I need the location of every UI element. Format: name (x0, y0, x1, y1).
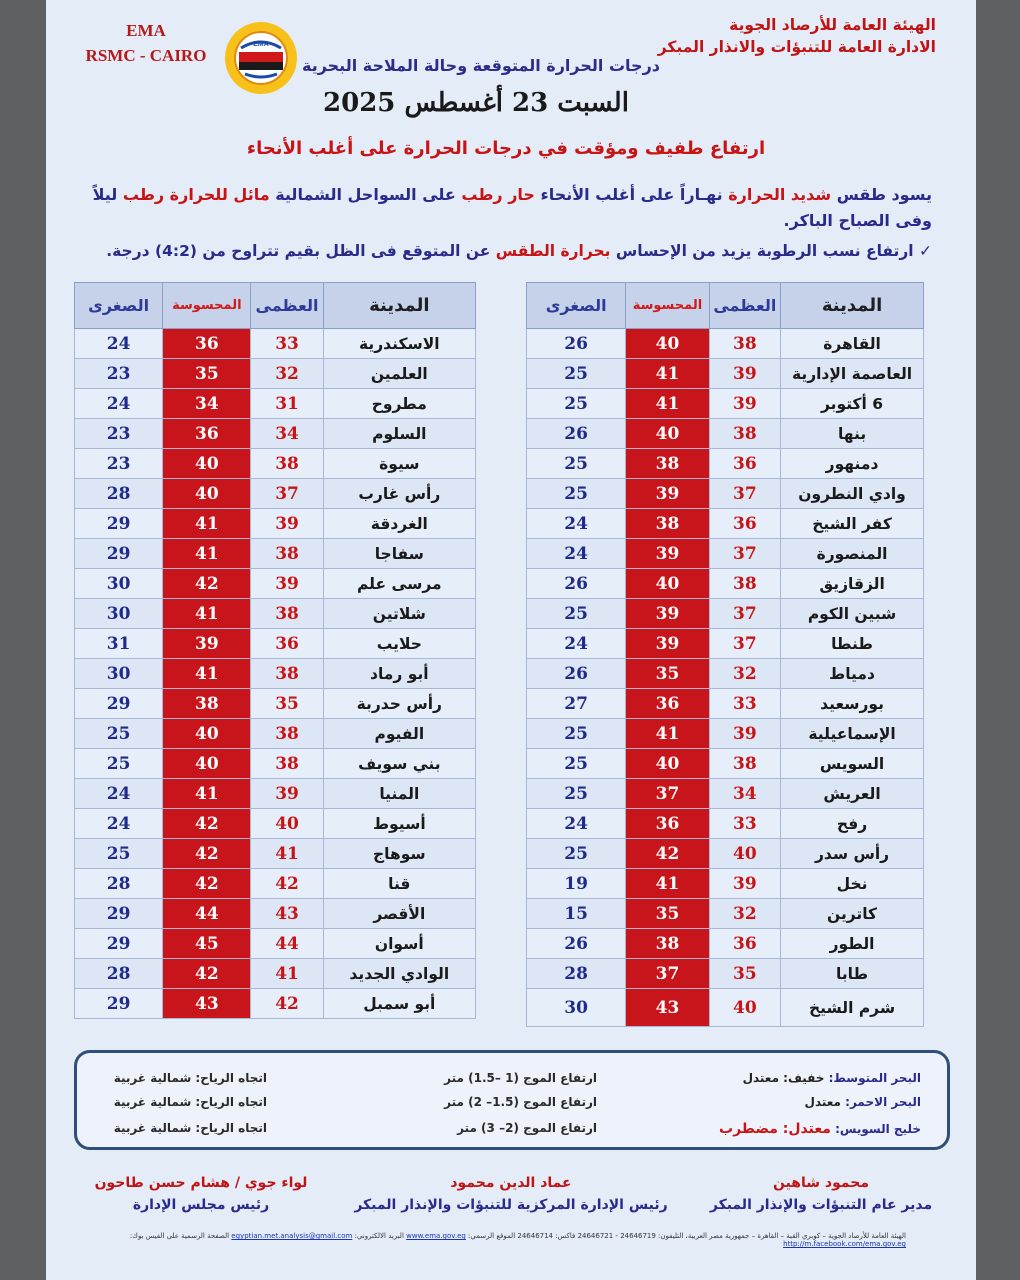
cell-max: 37 (251, 479, 323, 509)
cell-min: 29 (75, 929, 163, 959)
table-row (75, 569, 476, 599)
cell-min: 25 (527, 779, 626, 809)
cell-city: بني سويف (323, 749, 475, 779)
header-city: المدينة (781, 283, 924, 329)
cell-feel: 38 (163, 689, 251, 719)
footer-contact: الهيئة العامة للأرصاد الجوية – كوبري القبة – القاهرة – جمهورية مصر العربية، التليفون: 24646719 - 24646721 فاكس: 24646714 الموقع الرسمي: www.ema.gov.eg البريد الالكتروني: egyptian.met.analysis@gmail.com الصفحة الرسمية على الفيس بوك: http://m.facebook.com/ema.gov.eg (129, 1232, 906, 1248)
cell-min: 25 (527, 839, 626, 869)
cell-city: السويس (781, 749, 924, 779)
cell-feel: 41 (626, 869, 709, 899)
headline: ارتفاع طفيف ومؤقت في درجات الحرارة على أغلب الأنحاء (246, 138, 766, 159)
cell-max: 37 (709, 479, 780, 509)
table-row (75, 929, 476, 959)
table-row (75, 389, 476, 419)
ema-text: EMA (126, 21, 166, 40)
org-line-2: الادارة العامة للتنبؤات والانذار المبكر (657, 38, 936, 56)
cell-feel: 39 (626, 539, 709, 569)
ema-label (76, 18, 216, 68)
cell-min: 25 (75, 839, 163, 869)
cell-max: 34 (709, 779, 780, 809)
table-row (527, 449, 924, 479)
table-row (75, 719, 476, 749)
cell-max: 39 (251, 779, 323, 809)
cell-city: أسوان (323, 929, 475, 959)
cell-feel: 40 (163, 449, 251, 479)
cell-feel: 36 (626, 689, 709, 719)
cell-city: نخل (781, 869, 924, 899)
cell-min: 26 (527, 659, 626, 689)
table-row (75, 989, 476, 1019)
table-row (75, 329, 476, 359)
cell-city: كفر الشيخ (781, 509, 924, 539)
cell-city: رأس حدربة (323, 689, 475, 719)
table-row (527, 389, 924, 419)
cell-min: 29 (75, 899, 163, 929)
table-row (75, 539, 476, 569)
cell-min: 29 (75, 509, 163, 539)
cell-feel: 41 (626, 719, 709, 749)
table-row (527, 779, 924, 809)
cell-feel: 42 (163, 839, 251, 869)
cell-max: 38 (709, 329, 780, 359)
table-header-row (75, 283, 476, 329)
cell-city: كاترين (781, 899, 924, 929)
cell-max: 40 (709, 839, 780, 869)
cell-city: المنصورة (781, 539, 924, 569)
table-row (75, 809, 476, 839)
cell-city: الإسماعيلية (781, 719, 924, 749)
cell-feel: 42 (626, 839, 709, 869)
cell-min: 24 (527, 509, 626, 539)
cell-feel: 41 (163, 509, 251, 539)
cell-max: 36 (709, 449, 780, 479)
cell-feel: 42 (163, 809, 251, 839)
cell-feel: 40 (626, 569, 709, 599)
table-row (527, 869, 924, 899)
cell-city: بنها (781, 419, 924, 449)
cell-max: 41 (251, 959, 323, 989)
cell-city: الغردقة (323, 509, 475, 539)
cell-feel: 38 (626, 449, 709, 479)
header-city: المدينة (323, 283, 475, 329)
cell-city: سوهاج (323, 839, 475, 869)
cell-city: شلاتين (323, 599, 475, 629)
cell-max: 36 (709, 509, 780, 539)
table-row (75, 959, 476, 989)
cell-min: 25 (527, 749, 626, 779)
cell-feel: 42 (163, 569, 251, 599)
cell-feel: 43 (163, 989, 251, 1019)
cell-min: 23 (75, 359, 163, 389)
table-row (75, 359, 476, 389)
table-row (527, 419, 924, 449)
table-body (75, 329, 476, 1019)
cell-min: 29 (75, 689, 163, 719)
table-row (527, 359, 924, 389)
cell-city: الفيوم (323, 719, 475, 749)
cell-city: الوادي الجديد (323, 959, 475, 989)
bulletin-date: السبت 23 أغسطس 2025 (323, 88, 629, 118)
cell-city: رأس سدر (781, 839, 924, 869)
cell-feel: 39 (626, 599, 709, 629)
header-min: الصغرى (75, 283, 163, 329)
cell-min: 29 (75, 989, 163, 1019)
org-line-1: الهيئة العامة للأرصاد الجوية (729, 16, 936, 34)
cell-city: شرم الشيخ (781, 989, 924, 1027)
cell-city: الأقصر (323, 899, 475, 929)
cell-max: 38 (251, 659, 323, 689)
cell-min: 23 (75, 419, 163, 449)
cell-min: 24 (527, 539, 626, 569)
cell-min: 24 (527, 809, 626, 839)
cell-city: دمنهور (781, 449, 924, 479)
cell-city: العريش (781, 779, 924, 809)
cell-city: سيوة (323, 449, 475, 479)
signature-1: محمود شاهين مدير عام التنبؤات والإنذار المبكر (709, 1175, 933, 1213)
cell-max: 44 (251, 929, 323, 959)
cell-max: 39 (709, 359, 780, 389)
header-min: الصغرى (527, 283, 626, 329)
cell-max: 38 (709, 419, 780, 449)
cell-max: 35 (251, 689, 323, 719)
cell-max: 33 (709, 809, 780, 839)
sea-row: البحر المتوسط: خفيف: معتدل ارتفاع الموج (1 –1.5) متر اتجاه الرياح: شمالية غربية (113, 1071, 921, 1085)
cell-feel: 40 (163, 749, 251, 779)
cell-feel: 35 (626, 899, 709, 929)
table-row (527, 509, 924, 539)
table-row (527, 749, 924, 779)
cell-min: 26 (527, 569, 626, 599)
table-row (527, 899, 924, 929)
checkmark-icon: ✓ (919, 242, 932, 260)
cell-max: 42 (251, 869, 323, 899)
table-row (75, 779, 476, 809)
table-row (527, 539, 924, 569)
table-row (75, 509, 476, 539)
cell-max: 40 (709, 989, 780, 1027)
cell-city: وادي النطرون (781, 479, 924, 509)
cell-min: 19 (527, 869, 626, 899)
cell-city: القاهرة (781, 329, 924, 359)
cell-city: طابا (781, 959, 924, 989)
header-max: العظمى (251, 283, 323, 329)
cell-city: أسيوط (323, 809, 475, 839)
cell-feel: 38 (626, 509, 709, 539)
cell-feel: 41 (163, 599, 251, 629)
table-row (75, 899, 476, 929)
cell-feel: 41 (163, 539, 251, 569)
signature-2: عماد الدين محمود رئيس الإدارة المركزية للتنبؤات والإنذار المبكر (354, 1175, 668, 1213)
cell-max: 38 (251, 719, 323, 749)
cell-city: سفاجا (323, 539, 475, 569)
cell-feel: 41 (163, 779, 251, 809)
table-row (75, 689, 476, 719)
cell-feel: 45 (163, 929, 251, 959)
cell-city: رفح (781, 809, 924, 839)
table-row (75, 749, 476, 779)
cell-max: 39 (709, 869, 780, 899)
table-row (527, 689, 924, 719)
temperature-table-left (74, 282, 476, 1019)
cell-max: 34 (251, 419, 323, 449)
cell-feel: 36 (163, 329, 251, 359)
table-row (527, 929, 924, 959)
table-row (527, 599, 924, 629)
cell-city: الطور (781, 929, 924, 959)
cell-max: 36 (709, 929, 780, 959)
cell-city: الاسكندرية (323, 329, 475, 359)
facebook-link[interactable]: http://m.facebook.com/ema.gov.eg (783, 1240, 906, 1248)
cell-feel: 44 (163, 899, 251, 929)
table-row (75, 599, 476, 629)
cell-max: 33 (251, 329, 323, 359)
cell-min: 25 (527, 449, 626, 479)
cell-city: أبو سمبل (323, 989, 475, 1019)
cell-min: 28 (75, 869, 163, 899)
sea-state-box (74, 1050, 950, 1150)
cell-max: 43 (251, 899, 323, 929)
cell-max: 32 (709, 899, 780, 929)
cell-feel: 42 (163, 869, 251, 899)
table-row (527, 839, 924, 869)
table-row (527, 659, 924, 689)
cell-max: 39 (251, 569, 323, 599)
cell-max: 38 (709, 749, 780, 779)
cell-feel: 41 (163, 659, 251, 689)
cell-feel: 36 (626, 809, 709, 839)
cell-min: 25 (527, 719, 626, 749)
cell-feel: 39 (626, 629, 709, 659)
cell-max: 38 (709, 569, 780, 599)
cell-feel: 37 (626, 779, 709, 809)
cell-city: بورسعيد (781, 689, 924, 719)
cell-city: المنيا (323, 779, 475, 809)
website-link[interactable]: www.ema.gov.eg (406, 1232, 466, 1240)
cell-min: 30 (75, 659, 163, 689)
table-row (75, 629, 476, 659)
table-row (527, 959, 924, 989)
sea-row: خليج السويس: معتدل: مضطرب ارتفاع الموج (2– 3) متر اتجاه الرياح: شمالية غربية (113, 1121, 921, 1137)
cell-min: 24 (75, 389, 163, 419)
cell-feel: 35 (163, 359, 251, 389)
weather-summary: يسود طقس شديد الحرارة نهـاراً على أغلب الأنحاء حار رطب على السواحل الشمالية مائل للحرارة رطب ليلاً وفى الصباح الباكر. (92, 185, 932, 230)
sea-row: البحر الاحمر: معتدل ارتفاع الموج (1.5– 2) متر اتجاه الرياح: شمالية غربية (113, 1095, 921, 1109)
table-header-row (527, 283, 924, 329)
signature-3: لواء جوي / هشام حسن طاحون رئيس مجلس الإدارة (94, 1175, 308, 1213)
cell-min: 25 (75, 719, 163, 749)
cell-min: 30 (75, 599, 163, 629)
header-feel: المحسوسة (163, 283, 251, 329)
cell-max: 38 (251, 599, 323, 629)
cell-city: قنا (323, 869, 475, 899)
cell-min: 28 (527, 959, 626, 989)
page-title: درجات الحرارة المتوقعة وحالة الملاحة البحرية (301, 56, 660, 75)
cell-feel: 36 (163, 419, 251, 449)
cell-feel: 43 (626, 989, 709, 1027)
cell-city: العاصمة الإدارية (781, 359, 924, 389)
cell-min: 25 (527, 359, 626, 389)
cell-max: 39 (251, 509, 323, 539)
table-row (527, 569, 924, 599)
cell-min: 24 (75, 329, 163, 359)
cell-min: 25 (527, 599, 626, 629)
table-row (527, 479, 924, 509)
cell-max: 32 (709, 659, 780, 689)
table-body (527, 329, 924, 1027)
cell-min: 26 (527, 929, 626, 959)
cell-feel: 42 (163, 959, 251, 989)
cell-max: 36 (251, 629, 323, 659)
cell-feel: 41 (626, 359, 709, 389)
cell-min: 26 (527, 329, 626, 359)
cell-max: 37 (709, 629, 780, 659)
cell-city: رأس غارب (323, 479, 475, 509)
cell-city: مطروح (323, 389, 475, 419)
table-row (527, 809, 924, 839)
organization-title (616, 14, 936, 58)
table-row (75, 839, 476, 869)
table-row (527, 989, 924, 1027)
cell-feel: 34 (163, 389, 251, 419)
cell-city: 6 أكتوبر (781, 389, 924, 419)
rsmc-text: RSMC - CAIRO (85, 46, 207, 65)
cell-min: 25 (527, 479, 626, 509)
table-row (75, 449, 476, 479)
cell-max: 38 (251, 449, 323, 479)
temperature-table-right (526, 282, 924, 1027)
cell-min: 28 (75, 959, 163, 989)
cell-min: 29 (75, 539, 163, 569)
cell-min: 31 (75, 629, 163, 659)
cell-feel: 40 (626, 749, 709, 779)
email-link[interactable]: egyptian.met.analysis@gmail.com (231, 1232, 353, 1240)
table-row (75, 659, 476, 689)
cell-min: 25 (527, 389, 626, 419)
ema-logo-icon (221, 18, 301, 98)
cell-min: 23 (75, 449, 163, 479)
cell-max: 41 (251, 839, 323, 869)
cell-min: 24 (75, 809, 163, 839)
cell-feel: 39 (163, 629, 251, 659)
cell-feel: 40 (163, 719, 251, 749)
cell-min: 24 (75, 779, 163, 809)
table-row (75, 479, 476, 509)
cell-city: حلايب (323, 629, 475, 659)
cell-min: 26 (527, 419, 626, 449)
cell-max: 38 (251, 539, 323, 569)
cell-feel: 38 (626, 929, 709, 959)
cell-feel: 40 (626, 329, 709, 359)
cell-min: 28 (75, 479, 163, 509)
cell-city: أبو رماد (323, 659, 475, 689)
cell-city: السلوم (323, 419, 475, 449)
table-row (527, 329, 924, 359)
cell-min: 24 (527, 629, 626, 659)
cell-city: العلمين (323, 359, 475, 389)
cell-min: 27 (527, 689, 626, 719)
bulletin-sheet (46, 0, 976, 1280)
cell-max: 39 (709, 719, 780, 749)
header-feel: المحسوسة (626, 283, 709, 329)
cell-feel: 39 (626, 479, 709, 509)
cell-max: 37 (709, 599, 780, 629)
table-row (75, 869, 476, 899)
table-row (75, 419, 476, 449)
cell-feel: 40 (626, 419, 709, 449)
cell-max: 40 (251, 809, 323, 839)
cell-city: دمياط (781, 659, 924, 689)
cell-max: 38 (251, 749, 323, 779)
cell-min: 25 (75, 749, 163, 779)
cell-feel: 40 (163, 479, 251, 509)
cell-max: 39 (709, 389, 780, 419)
humidity-note: ✓ ارتفاع نسب الرطوبة يزيد من الإحساس بحرارة الطقس عن المتوقع فى الظل بقيم تتراوح من (4:2) درجة. (106, 242, 932, 260)
cell-max: 37 (709, 539, 780, 569)
cell-min: 30 (527, 989, 626, 1027)
cell-max: 42 (251, 989, 323, 1019)
cell-max: 31 (251, 389, 323, 419)
cell-min: 15 (527, 899, 626, 929)
svg-text:EMA: EMA (253, 41, 269, 48)
cell-feel: 37 (626, 959, 709, 989)
cell-feel: 35 (626, 659, 709, 689)
cell-min: 30 (75, 569, 163, 599)
header-max: العظمى (709, 283, 780, 329)
cell-city: طنطا (781, 629, 924, 659)
table-row (527, 719, 924, 749)
cell-city: الزقازيق (781, 569, 924, 599)
table-row (527, 629, 924, 659)
cell-max: 35 (709, 959, 780, 989)
cell-feel: 41 (626, 389, 709, 419)
cell-max: 33 (709, 689, 780, 719)
cell-max: 32 (251, 359, 323, 389)
cell-city: شبين الكوم (781, 599, 924, 629)
cell-city: مرسى علم (323, 569, 475, 599)
